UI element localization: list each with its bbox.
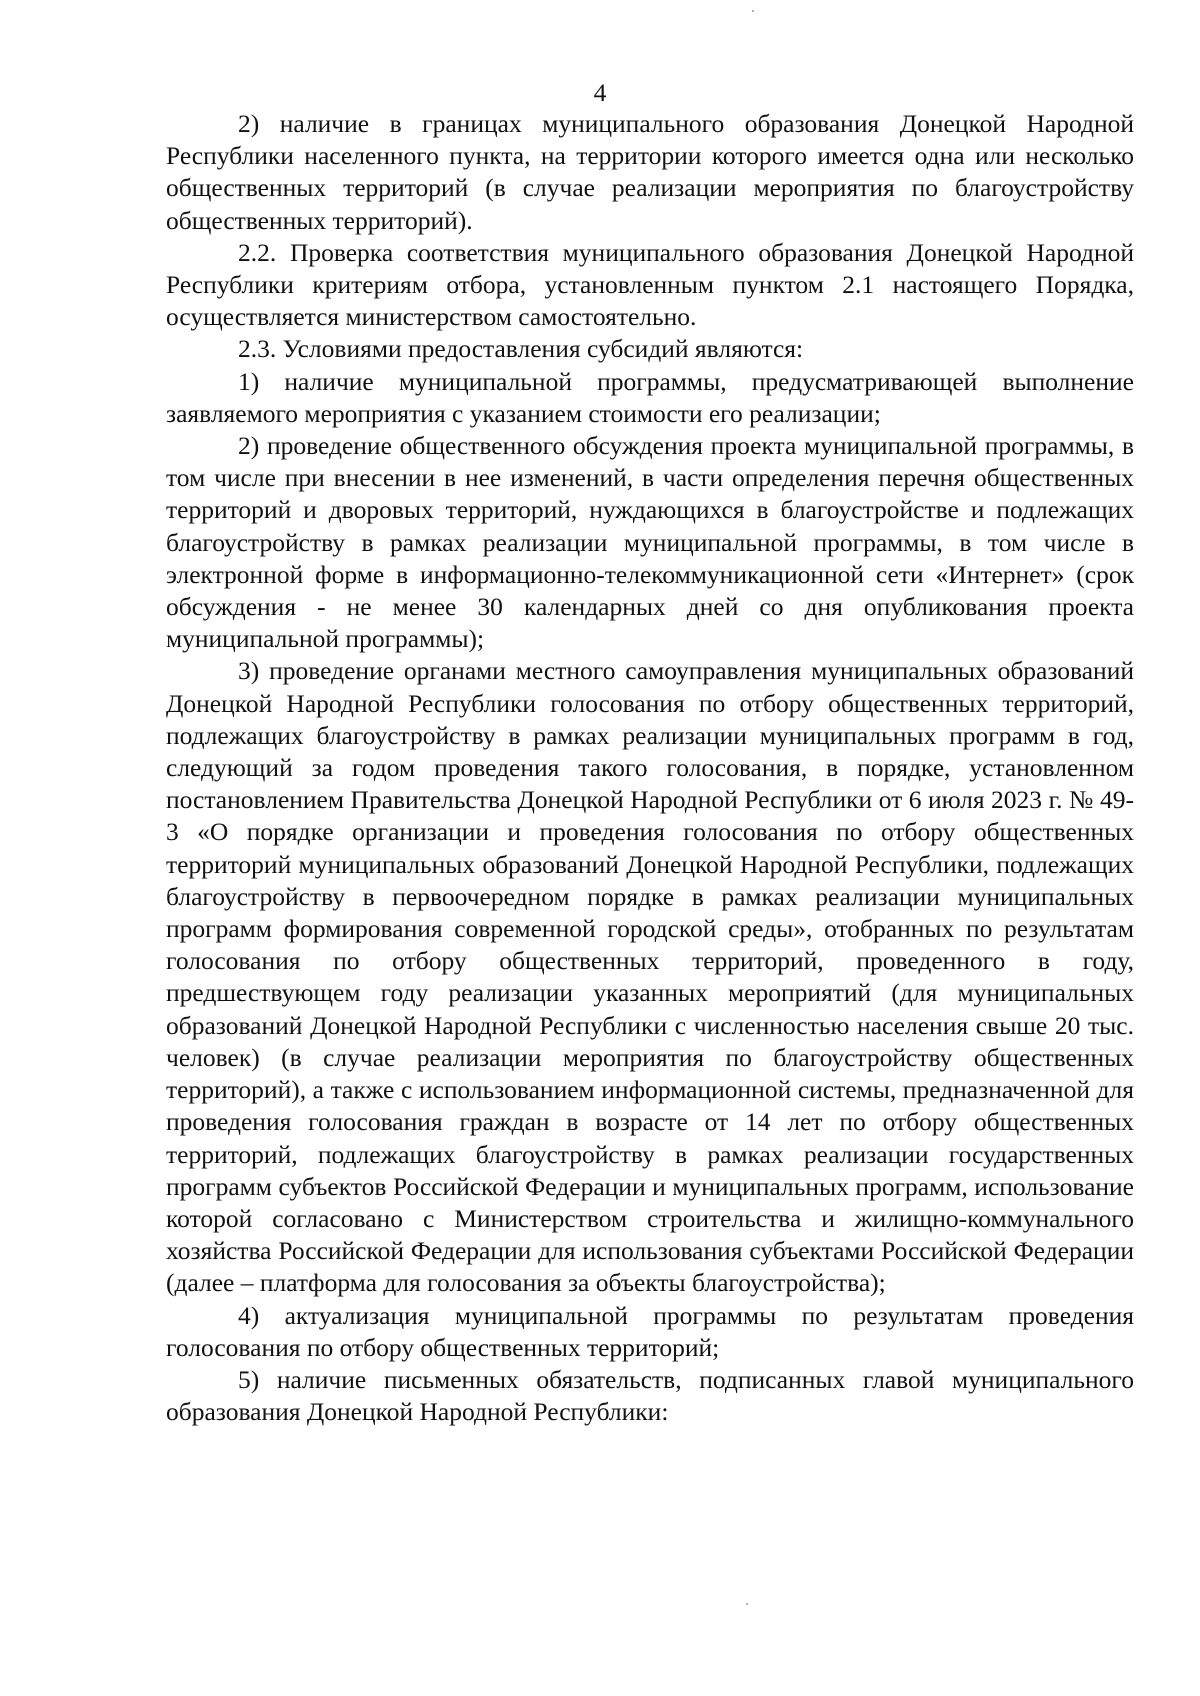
paragraph-condition-3: 3) проведение органами местного самоуправления муниципальных образований Донецкой Народной Республики голосования по отбору общественных территорий, подлежащих благоустройству в рамках реализации муниципальных программ в год, следующий за годом проведения такого голосования, в порядке, установленном постановлением Правительства Донецкой Народной Республики от 6 июля 2023 г. № 49-3 «О порядке организации и проведения голосования по отбору общественных территорий муниципальных образований Донецкой Народной Республики, подлежащих благоустройству в первоочередном порядке в рамках реализации муниципальных программ формирования современной городской среды», отобранных по результатам голосования по отбору общественных территорий, проведенного в году, предшествующем году реализации указанных мероприятий (для муниципальных образований Донецкой Народной Республики с численностью населения свыше 20 тыс. человек) (в случае реализации мероприятия по благоустройству общественных территорий), а также с использованием информационной системы, предназначенной для проведения голосования граждан в возрасте от 14 лет по отбору общественных территорий, подлежащих благоустройству в рамках реализации государственных программ субъектов Российской Федерации и муниципальных программ, использование которой согласовано с Министерством строительства и жилищно-коммунального хозяйства Российской Федерации для использования субъектами Российской Федерации (далее – платформа для голосования за объекты благоустройства); [166,656,1134,1298]
paragraph-condition-1: 1) наличие муниципальной программы, предусматривающей выполнение заявляемого мероприятия с указанием стоимости его реализации; [166,366,1134,428]
paragraph-2-2-verification: 2.2. Проверка соответствия муниципального образования Донецкой Народной Республики критериям отбора, установленным пунктом 2.1 настоящего Порядка, осуществляется министерством самостоятельно. [166,237,1134,332]
paragraph-condition-4: 4) актуализация муниципальной программы по результатам проведения голосования по отбору общественных территорий; [166,1300,1134,1362]
scan-artifact [746,1603,748,1605]
paragraph-2-3-conditions: 2.3. Условиями предоставления субсидий являются: [238,334,804,364]
paragraph-condition-2: 2) проведение общественного обсуждения проекта муниципальной программы, в том числе при внесении в нее изменений, в части определения перечня общественных территорий и дворовых территорий, нуждающихся в благоустройстве и подлежащих благоустройству в рамках реализации муниципальной программы, в том числе в электронной форме в информационно-телекоммуникационной сети «Интернет» (срок обсуждения - не менее 30 календарных дней со дня опубликования проекта муниципальной программы); [166,431,1134,654]
page-number: 4 [593,78,607,107]
scan-artifact [752,10,754,12]
paragraph-condition-5: 5) наличие письменных обязательств, подписанных главой муниципального образования Донецкой Народной Республики: [166,1364,1134,1427]
paragraph-criterion-2: 2) наличие в границах муниципального образования Донецкой Народной Республики населенного пункта, на территории которого имеется одна или несколько общественных территорий (в случае реализации мероприятия по благоустройству общественных территорий). [166,109,1134,235]
document-body [166,108,1134,1428]
